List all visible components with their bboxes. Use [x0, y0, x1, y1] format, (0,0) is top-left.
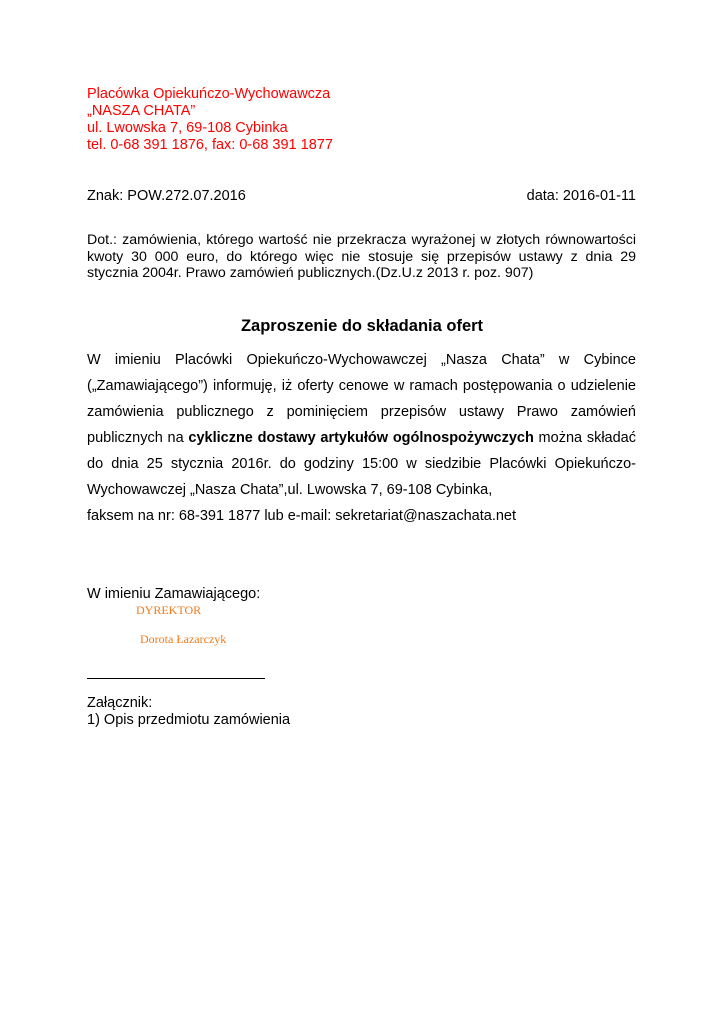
reference-sign: Znak: POW.272.07.2016 — [87, 188, 246, 204]
body-fax-email-line: faksem na nr: 68-391 1877 lub e-mail: sekretariat@naszachata.net — [87, 508, 517, 524]
document-title: Zaproszenie do składania ofert — [240, 317, 484, 335]
signature-title: DYREKTOR — [136, 603, 202, 617]
document-date: data: 2016-01-11 — [526, 188, 636, 204]
attachment-item: 1) Opis przedmiotu zamówienia — [87, 712, 291, 728]
body-text-part1: W imieniu Placówki Opiekuńczo-Wychowawczej „Nasza Chata” w Cybince („Zamawiającego”) informuję, iż oferty cenowe w ramach postępowania o udzielenie zamówienia publicznego z pominięciem przepisów ustawy Prawo zamówień publicznych na — [87, 352, 636, 446]
reference-row — [87, 188, 636, 205]
attachment-block — [87, 695, 290, 729]
sender-institution-name: Placówka Opiekuńczo-Wychowawcza — [87, 86, 331, 102]
signature-line — [87, 678, 265, 679]
sender-phone-fax: tel. 0-68 391 1876, fax: 0-68 391 1877 — [87, 137, 333, 153]
subject-paragraph: Dot.: zamówienia, którego wartość nie przekracza wyrażonej w złotych równowartości kwoty 30 000 euro, do którego więc nie stosuje się przepisów ustawy z dnia 29 stycznia 2004r. Prawo zamówień publicznych.(Dz.U.z 2013 r. poz. 907) — [87, 232, 636, 281]
sender-street-address: ul. Lwowska 7, 69-108 Cybinka — [87, 120, 288, 136]
body-text-bold: cykliczne dostawy artykułów ogólnospożywczych — [188, 430, 534, 446]
attachment-label: Załącznik: — [87, 695, 153, 711]
signature-name: Dorota Łazarczyk — [140, 632, 227, 646]
body-main-text — [87, 347, 636, 503]
body-text-part2: można składać do dnia 25 stycznia 2016r. do godziny 15:00 w siedzibie Placówki Opiekuńczo-Wychowawczej „Nasza Chata”,ul. Lwowska 7, 69-108 Cybinka, — [87, 430, 636, 498]
sender-address-block — [87, 86, 333, 154]
body-paragraph — [87, 347, 636, 529]
sender-institution-subname: „NASZA CHATA” — [87, 103, 196, 119]
signature-label: W imieniu Zamawiającego: — [87, 586, 261, 602]
